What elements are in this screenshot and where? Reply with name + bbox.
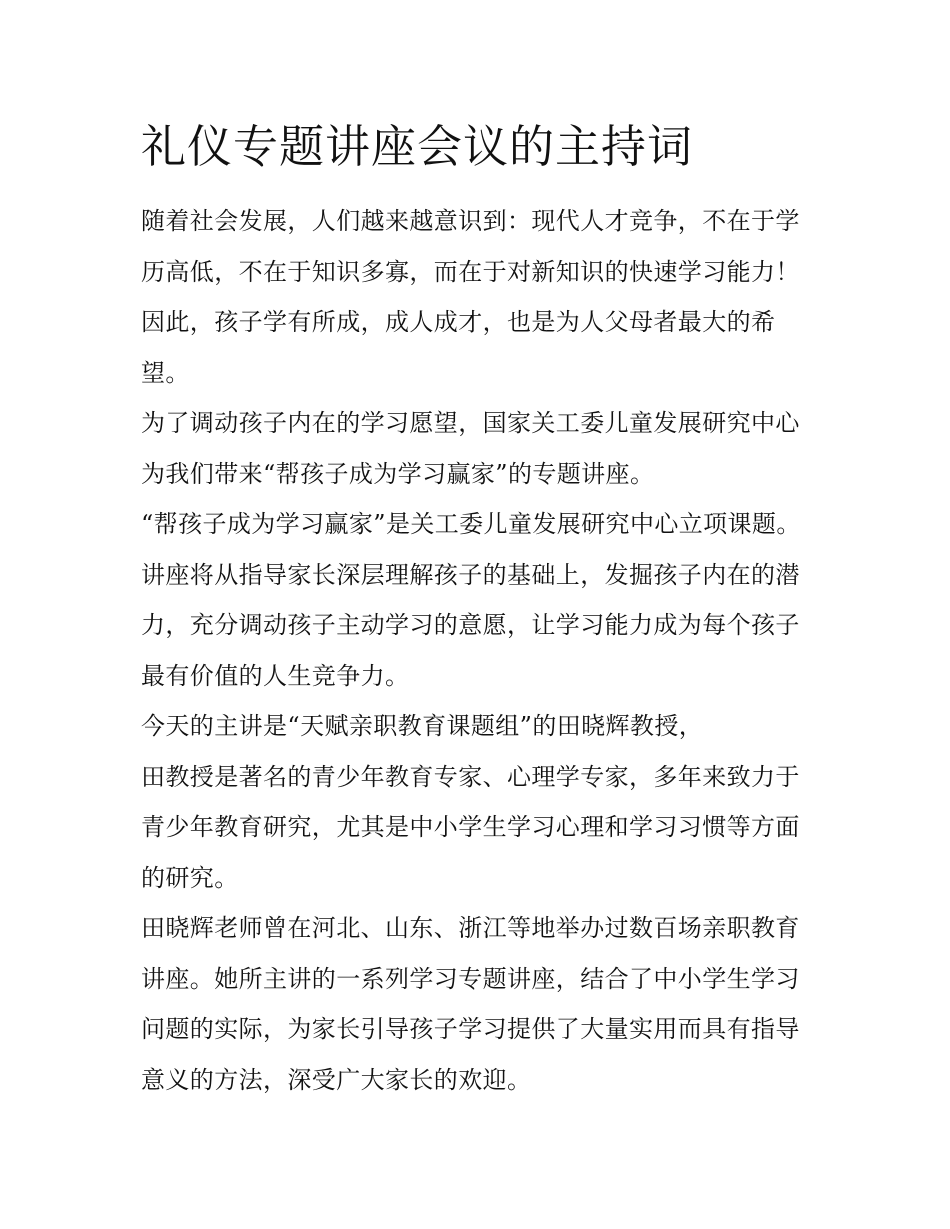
paragraph: 田晓辉老师曾在河北、山东、浙江等地举办过数百场亲职教育讲座。她所主讲的一系列学习专题讲座，结合了中小学生学习问题的实际，为家长引导孩子学习提供了大量实用而具有指导意义的方法，深受广大家长的欢迎。 bbox=[141, 914, 800, 1094]
document-title: 礼仪专题讲座会议的主持词 bbox=[141, 120, 694, 173]
paragraph: 为了调动孩子内在的学习愿望，国家关工委儿童发展研究中心为我们带来“帮孩子成为学习赢家”的专题讲座。 bbox=[141, 409, 800, 488]
paragraph: 今天的主讲是“天赋亲职教育课题组”的田晓辉教授， bbox=[141, 712, 704, 740]
paragraph: 田教授是著名的青少年教育专家、心理学专家，多年来致力于青少年教育研究，尤其是中小学生学习心理和学习习惯等方面的研究。 bbox=[141, 762, 800, 892]
paragraph: 随着社会发展，人们越来越意识到：现代人才竞争，不在于学历高低，不在于知识多寡，而在于对新知识的快速学习能力！因此，孩子学有所成，成人成才，也是为人父母者最大的希望。 bbox=[141, 207, 800, 387]
document-page bbox=[141, 112, 821, 1105]
paragraph: 讲座将从指导家长深层理解孩子的基础上，发掘孩子内在的潜力，充分调动孩子主动学习的意愿，让学习能力成为每个孩子最有价值的人生竞争力。 bbox=[141, 560, 800, 690]
paragraph: “帮孩子成为学习赢家”是关工委儿童发展研究中心立项课题。 bbox=[141, 510, 801, 538]
